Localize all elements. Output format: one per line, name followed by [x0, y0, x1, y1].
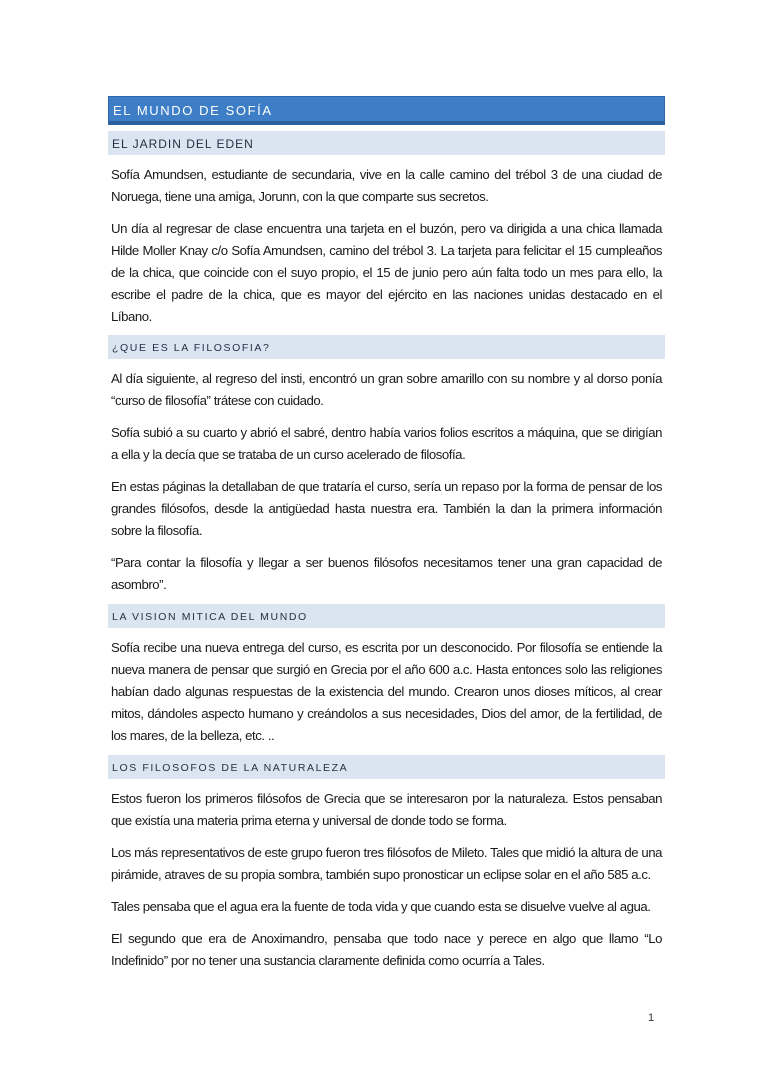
- section-heading: LOS FILOSOFOS DE LA NATURALEZA: [108, 755, 665, 779]
- paragraph: Tales pensaba que el agua era la fuente de toda vida y que cuando esta se disuelve vuelve al agua.: [111, 899, 651, 914]
- paragraph: Un día al regresar de clase encuentra una tarjeta en el buzón, pero va dirigida a una chica llamada Hilde Moller Knay c/o Sofía Amundsen, camino del trébol 3. La tarjeta para felicitar el 15 cumpleaños de la chica, que coincide con el suyo propio, el 15 de junio pero aún falta todo un mes para ello, la escribe el padre de la chica, que es mayor del ejército en las naciones unidas destacado en el Líbano.: [111, 221, 662, 324]
- paragraph: Al día siguiente, al regreso del insti, encontró un gran sobre amarillo con su nombre y al dorso ponía “curso de filosofía” trátese con cuidado.: [111, 371, 662, 408]
- paragraph: Estos fueron los primeros filósofos de Grecia que se interesaron por la naturaleza. Estos pensaban que existía una materia prima eterna y universal de donde todo se forma.: [111, 791, 662, 828]
- page-number: 1: [648, 1012, 655, 1024]
- paragraph: El segundo que era de Anoximandro, pensaba que todo nace y perece en algo que llamo “Lo Indefinido” por no tener una sustancia claramente definida como ocurría a Tales.: [111, 931, 662, 968]
- document-page: [108, 96, 665, 982]
- section-heading: EL JARDIN DEL EDEN: [108, 131, 665, 155]
- document-title: EL MUNDO DE SOFÍA: [113, 103, 273, 118]
- paragraph: “Para contar la filosofía y llegar a ser buenos filósofos necesitamos tener una gran capacidad de asombro”.: [111, 555, 662, 592]
- paragraph: Sofía Amundsen, estudiante de secundaria, vive en la calle camino del trébol 3 de una ciudad de Noruega, tiene una amiga, Jorunn, con la que comparte sus secretos.: [111, 167, 662, 204]
- section-heading: ¿QUE ES LA FILOSOFIA?: [108, 335, 665, 359]
- section-heading: LA VISION MITICA DEL MUNDO: [108, 604, 665, 628]
- document-title-bar: [108, 96, 665, 125]
- paragraph: Sofía recibe una nueva entrega del curso, es escrita por un desconocido. Por filosofía se entiende la nueva manera de pensar que surgió en Grecia por el año 600 a.c. Hasta entonces solo las religiones habían dado algunas respuestas de la existencia del mundo. Crearon unos dioses míticos, al crear mitos, dándoles aspecto humano y creándolos a sus necesidades, Dios del amor, de la fertilidad, de los mares, de la belleza, etc. ..: [111, 640, 662, 743]
- paragraph: Sofía subió a su cuarto y abrió el sabré, dentro había varios folios escritos a máquina, que se dirigían a ella y la decía que se trataba de un curso acelerado de filosofía.: [111, 425, 662, 462]
- paragraph: Los más representativos de este grupo fueron tres filósofos de Mileto. Tales que midió la altura de una pirámide, atraves de su propia sombra, también supo pronosticar un eclipse solar en el año 585 a.c.: [111, 845, 662, 882]
- paragraph: En estas páginas la detallaban de que trataría el curso, sería un repaso por la forma de pensar de los grandes filósofos, desde la antigüedad hasta nuestra era. También la dan la primera información sobre la filosofía.: [111, 479, 662, 538]
